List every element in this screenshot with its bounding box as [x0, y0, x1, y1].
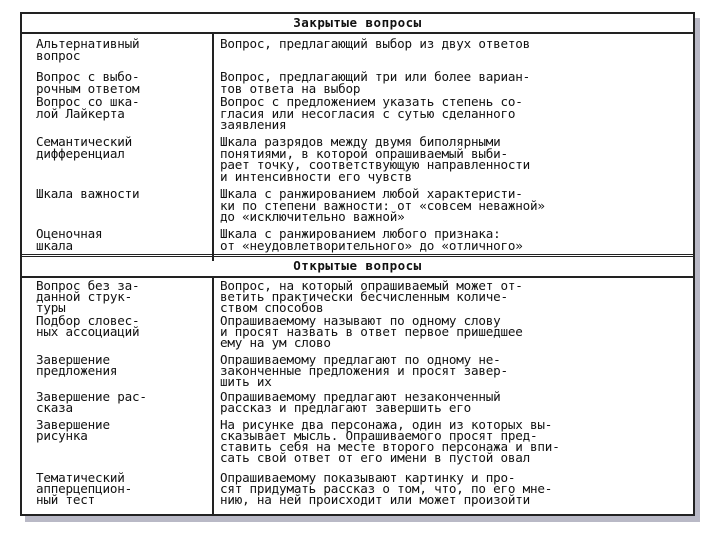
term-cell: Завершение рисунка: [36, 417, 110, 443]
description-cell: Шкала с ранжированием любой характеристи- ки по степени важности: от «совсем неважной» до «исключительно важной»: [220, 186, 545, 225]
description-cell: Опрашиваемому показывают картинку и про- сят придумать рассказ о том, что, по его мне- нию, на ней происходит или может произойти: [220, 470, 553, 507]
term-cell: Подбор словес- ных ассоциаций: [36, 313, 140, 339]
description-cell: Вопрос, предлагающий три или более вариан- тов ответа на выбор: [220, 69, 531, 96]
description-cell: Вопрос с предложением указать степень со- гласия или несогласия с сутью сделанного заявления: [220, 94, 523, 133]
term-cell: Шкала важности: [36, 186, 140, 201]
open-questions-header: Открытые вопросы: [22, 254, 693, 278]
term-cell: Вопрос без за- данной струк- туры: [36, 278, 140, 315]
closed-questions-header: Закрытые вопросы: [22, 14, 693, 34]
term-cell: Оценочная шкала: [36, 226, 103, 253]
column-divider-open: [212, 278, 214, 514]
term-cell: Завершение рас- сказа: [36, 389, 147, 415]
questions-table: [20, 12, 695, 516]
term-cell: Альтернативный вопрос: [36, 36, 140, 63]
term-cell: Завершение предложения: [36, 352, 118, 378]
term-cell: Тематический апперцепцион- ный тест: [36, 470, 132, 507]
term-cell: Вопрос со шка- лой Лайкерта: [36, 94, 140, 121]
description-cell: Вопрос, на который опрашиваемый может от- ветить практически бесчисленным количе- ством способов: [220, 278, 523, 315]
term-cell: Вопрос с выбо- рочным ответом: [36, 69, 140, 96]
description-cell: Шкала разрядов между двумя биполярными понятиями, в которой опрашиваемый выби- рает точку, соответствующую направленности и интенсивности его чувств: [220, 134, 531, 184]
column-divider-closed: [212, 34, 214, 261]
term-cell: Семантический дифференциал: [36, 134, 132, 161]
description-cell: Опрашиваемому предлагают по одному не- законченные предложения и просят завер- шить их: [220, 352, 508, 389]
description-cell: Вопрос, предлагающий выбор из двух ответов: [220, 36, 531, 51]
description-cell: Шкала с ранжированием любого признака: от «неудовлетворительного» до «отличного»: [220, 226, 523, 253]
description-cell: Опрашиваемому предлагают незаконченный рассказ и предлагают завершить его: [220, 389, 501, 415]
description-cell: На рисунке два персонажа, один из которых вы- сказывает мысль. Опрашиваемого просят пред- ставить себя на месте второго персонажа и впи- сать свой ответ от его имени в пустой овал: [220, 417, 560, 465]
description-cell: Опрашиваемому называют по одному слову и просят назвать в ответ первое пришедшее ему на ум слово: [220, 313, 523, 350]
